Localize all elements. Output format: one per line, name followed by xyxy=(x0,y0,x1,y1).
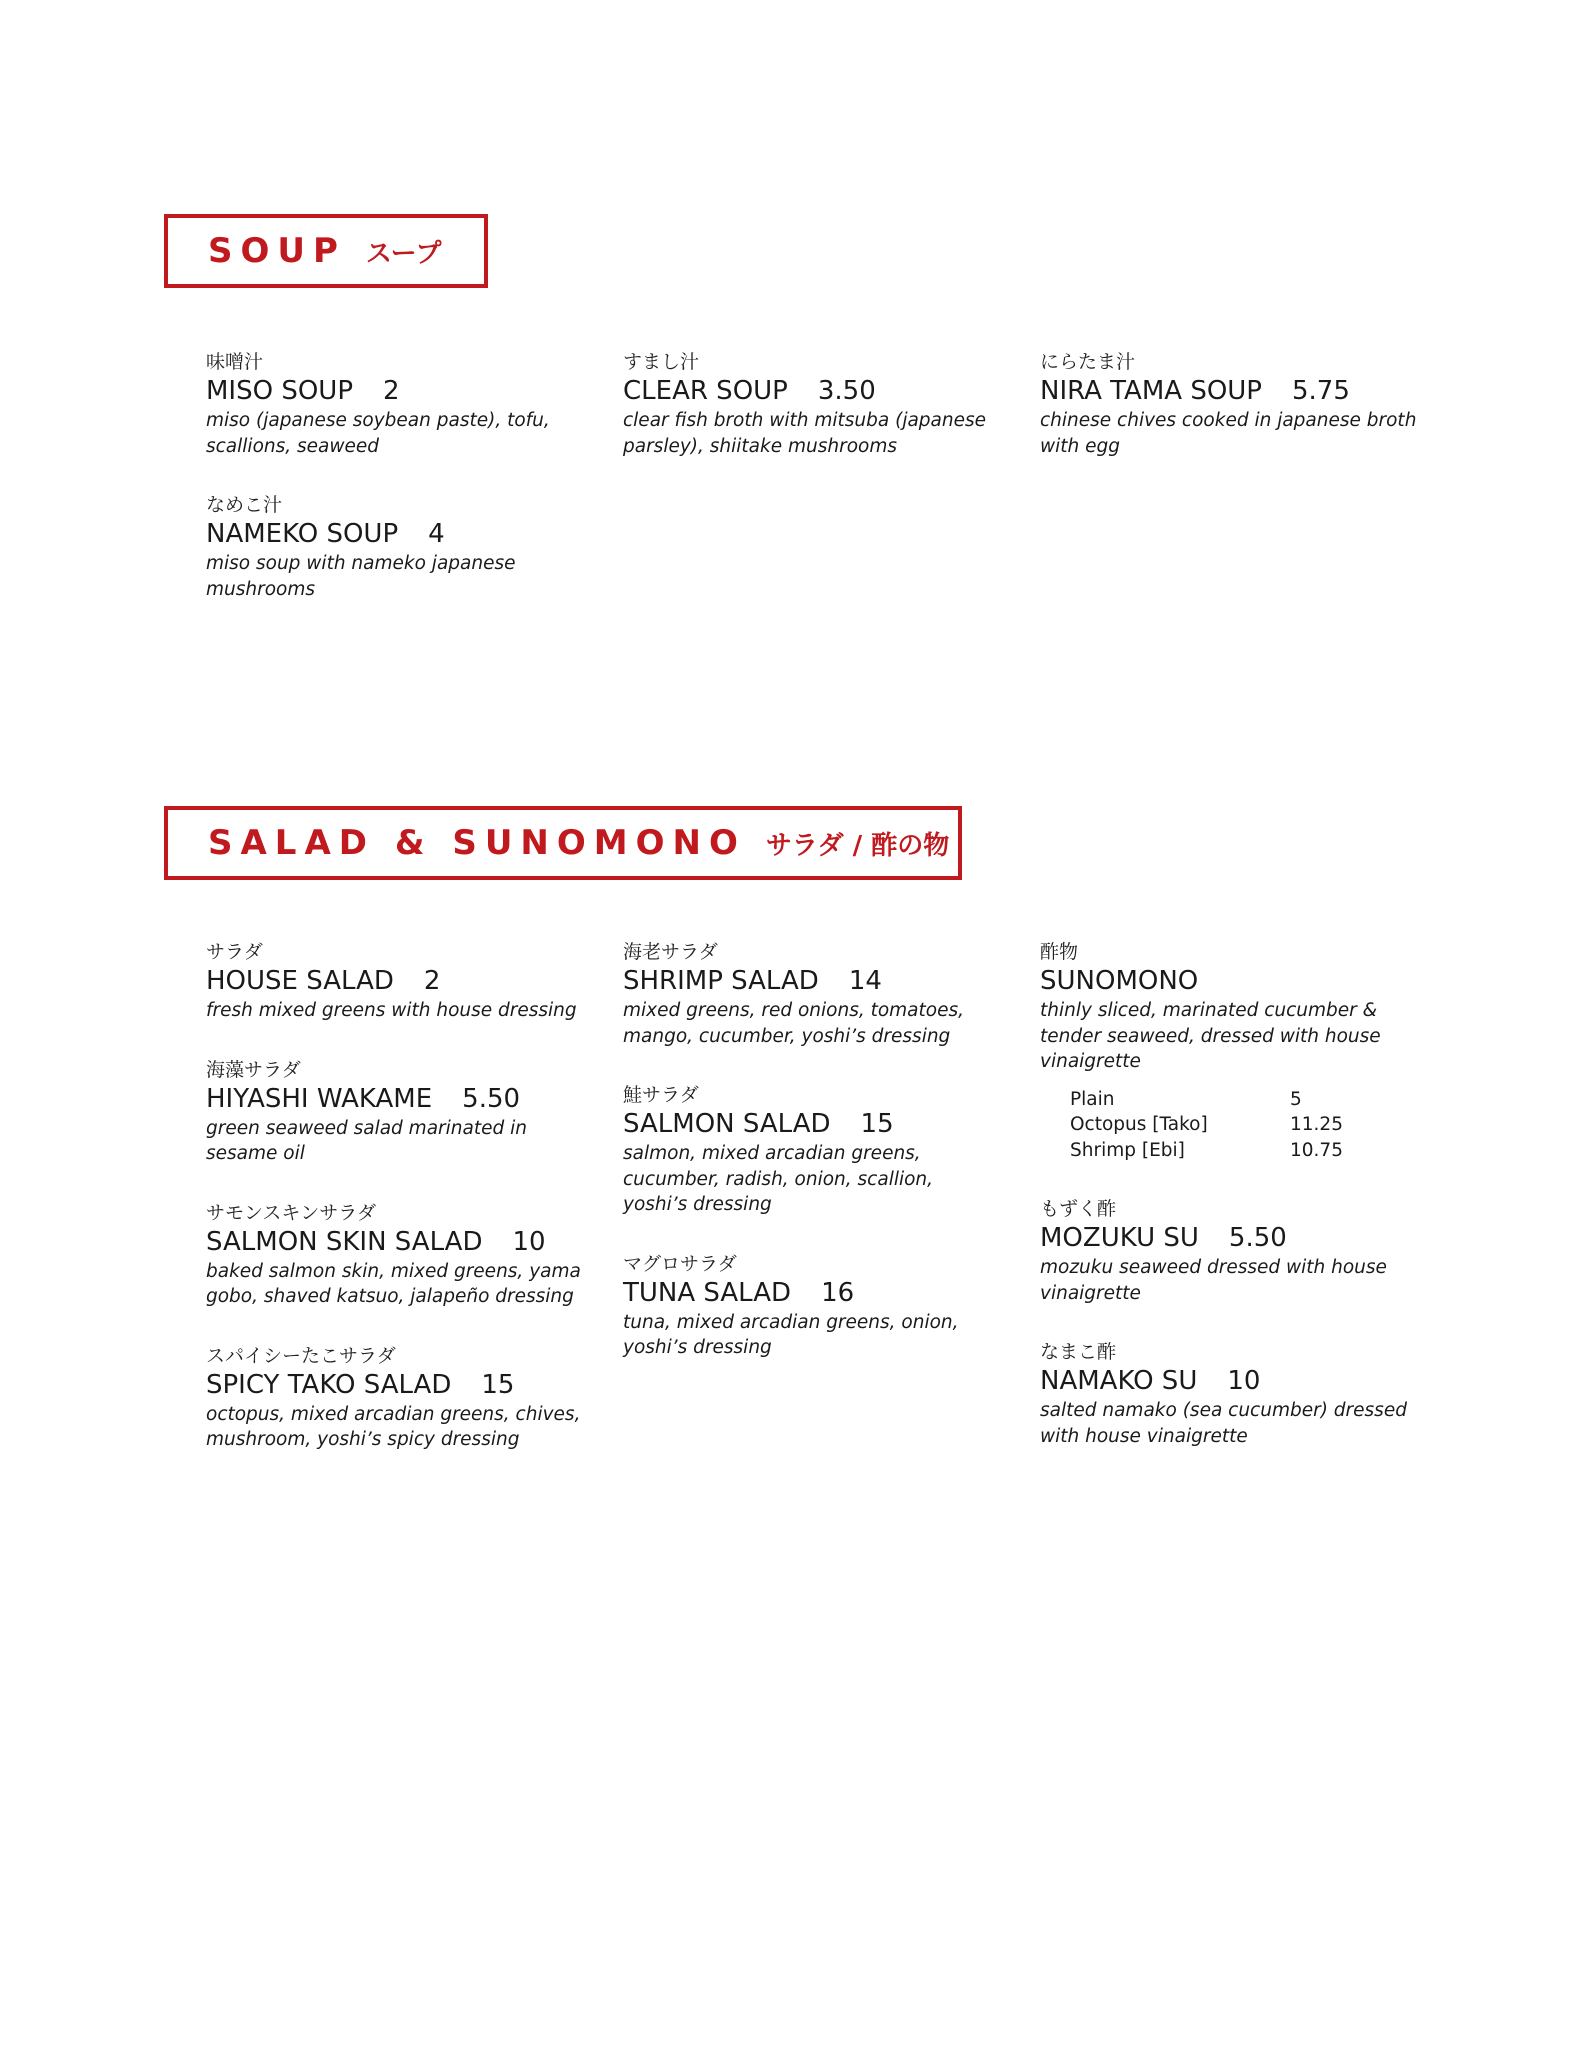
item-name-jp: 鮭サラダ xyxy=(623,1084,699,1106)
item-price: 14 xyxy=(848,966,882,996)
menu-item xyxy=(1040,350,1420,459)
item-name-jp: すまし汁 xyxy=(623,351,700,373)
item-name-jp: サモンスキンサラダ xyxy=(206,1201,377,1224)
item-name: CLEAR SOUP xyxy=(623,376,788,406)
item-description: baked salmon skin, mixed greens, yama gobo, shaved katsuo, jalapeño dressing xyxy=(206,1260,581,1307)
item-description: mozuku seaweed dressed with house vinaigrette xyxy=(1040,1257,1387,1304)
item-description: miso (japanese soybean paste), tofu, scallions, seaweed xyxy=(206,410,550,457)
section-title-jp: サラダ / 酢の物 xyxy=(765,830,950,861)
menu-item xyxy=(1040,1197,1420,1306)
menu-item xyxy=(206,1201,586,1310)
menu-item xyxy=(206,1344,586,1453)
item-name: SALMON SALAD xyxy=(623,1109,831,1139)
item-name: NAMAKO SU xyxy=(1040,1366,1198,1396)
item-price: 16 xyxy=(821,1277,855,1308)
item-price: 4 xyxy=(428,519,445,549)
item-name-jp: なまこ酢 xyxy=(1040,1341,1117,1363)
variant-price: 5 xyxy=(1290,1088,1302,1110)
item-description: salmon, mixed arcadian greens, cucumber, radish, onion, scallion, yoshi’s dressing xyxy=(623,1143,934,1215)
menu-item xyxy=(1040,940,1420,1163)
item-price: 5.50 xyxy=(462,1083,521,1114)
item-name: NAMEKO SOUP xyxy=(206,519,399,549)
variant-row xyxy=(1070,1112,1343,1138)
menu-item xyxy=(206,350,586,459)
item-name-jp: スパイシーたこサラダ xyxy=(206,1344,396,1367)
soup-section-header xyxy=(164,214,488,288)
item-price: 5.50 xyxy=(1228,1223,1287,1253)
section-title-jp: スープ xyxy=(365,238,442,269)
item-name: HIYASHI WAKAME xyxy=(206,1083,433,1114)
salad-column-2 xyxy=(623,940,1003,1395)
item-name: TUNA SALAD xyxy=(623,1277,792,1308)
item-description: mixed greens, red onions, tomatoes, mango, cucumber, yoshi’s dressing xyxy=(623,1000,964,1047)
variant-label: Shrimp [Ebi] xyxy=(1070,1139,1185,1161)
item-description: clear fish broth with mitsuba (japanese parsley), shiitake mushrooms xyxy=(623,410,987,457)
item-description: salted namako (sea cucumber) dressed with house vinaigrette xyxy=(1040,1400,1407,1447)
variant-price: 11.25 xyxy=(1290,1114,1343,1135)
item-description: green seaweed salad marinated in sesame oil xyxy=(206,1117,527,1164)
menu-item xyxy=(623,350,1003,459)
item-price: 2 xyxy=(383,376,400,406)
item-description: thinly sliced, marinated cucumber & tender seaweed, dressed with house vinaigrette xyxy=(1040,1000,1381,1072)
item-name-jp: 海藻サラダ xyxy=(206,1058,301,1081)
menu-item xyxy=(623,940,1003,1049)
item-description: fresh mixed greens with house dressing xyxy=(206,1000,577,1021)
item-name-jp: マグロサラダ xyxy=(623,1252,737,1275)
variant-row xyxy=(1070,1138,1343,1164)
item-name-jp: なめこ汁 xyxy=(206,494,283,516)
item-name: SALMON SKIN SALAD xyxy=(206,1226,483,1257)
variant-label: Plain xyxy=(1070,1088,1115,1110)
item-description: octopus, mixed arcadian greens, chives, mushroom, yoshi’s spicy dressing xyxy=(206,1403,581,1450)
item-price: 15 xyxy=(860,1109,894,1139)
item-price: 5.75 xyxy=(1292,376,1350,406)
item-name-jp: 味噌汁 xyxy=(206,351,264,373)
item-price: 10 xyxy=(512,1226,546,1257)
menu-item xyxy=(623,1083,1003,1218)
item-name-jp: 酢物 xyxy=(1040,941,1079,963)
menu-item xyxy=(623,1252,1003,1361)
item-name: SHRIMP SALAD xyxy=(623,966,819,996)
price-variants xyxy=(1070,1087,1420,1164)
menu-item xyxy=(1040,1340,1420,1449)
item-price: 3.50 xyxy=(817,376,876,406)
item-price: 2 xyxy=(423,966,441,996)
section-title: SALAD & SUNOMONO xyxy=(208,823,746,863)
variant-row xyxy=(1070,1087,1340,1113)
item-price: 10 xyxy=(1227,1366,1261,1396)
item-description: chinese chives cooked in japanese broth with egg xyxy=(1040,410,1417,457)
menu-item xyxy=(206,493,586,602)
item-description: miso soup with nameko japanese mushrooms xyxy=(206,553,516,600)
item-name: NIRA TAMA SOUP xyxy=(1040,376,1262,406)
salad-column-1 xyxy=(206,940,586,1487)
salad-column-3 xyxy=(1040,940,1420,1483)
salad-section-header xyxy=(164,806,962,880)
soup-column-2 xyxy=(623,350,1003,493)
item-name-jp: 海老サラダ xyxy=(623,941,718,963)
item-price: 15 xyxy=(481,1369,515,1400)
soup-column-3 xyxy=(1040,350,1420,493)
item-name-jp: もずく酢 xyxy=(1040,1198,1117,1220)
section-title: SOUP xyxy=(208,231,346,271)
item-name: MISO SOUP xyxy=(206,376,354,406)
variant-price: 10.75 xyxy=(1290,1139,1343,1161)
item-name-jp: にらたま汁 xyxy=(1040,351,1136,373)
item-name: SPICY TAKO SALAD xyxy=(206,1369,452,1400)
soup-column-1 xyxy=(206,350,586,636)
item-name: HOUSE SALAD xyxy=(206,966,394,996)
variant-label: Octopus [Tako] xyxy=(1070,1114,1208,1135)
menu-item xyxy=(206,940,586,1024)
item-name-jp: サラダ xyxy=(206,941,263,963)
item-name: MOZUKU SU xyxy=(1040,1223,1199,1253)
item-description: tuna, mixed arcadian greens, onion, yoshi’s dressing xyxy=(623,1311,959,1358)
menu-item xyxy=(206,1058,586,1167)
item-name: SUNOMONO xyxy=(1040,966,1199,996)
